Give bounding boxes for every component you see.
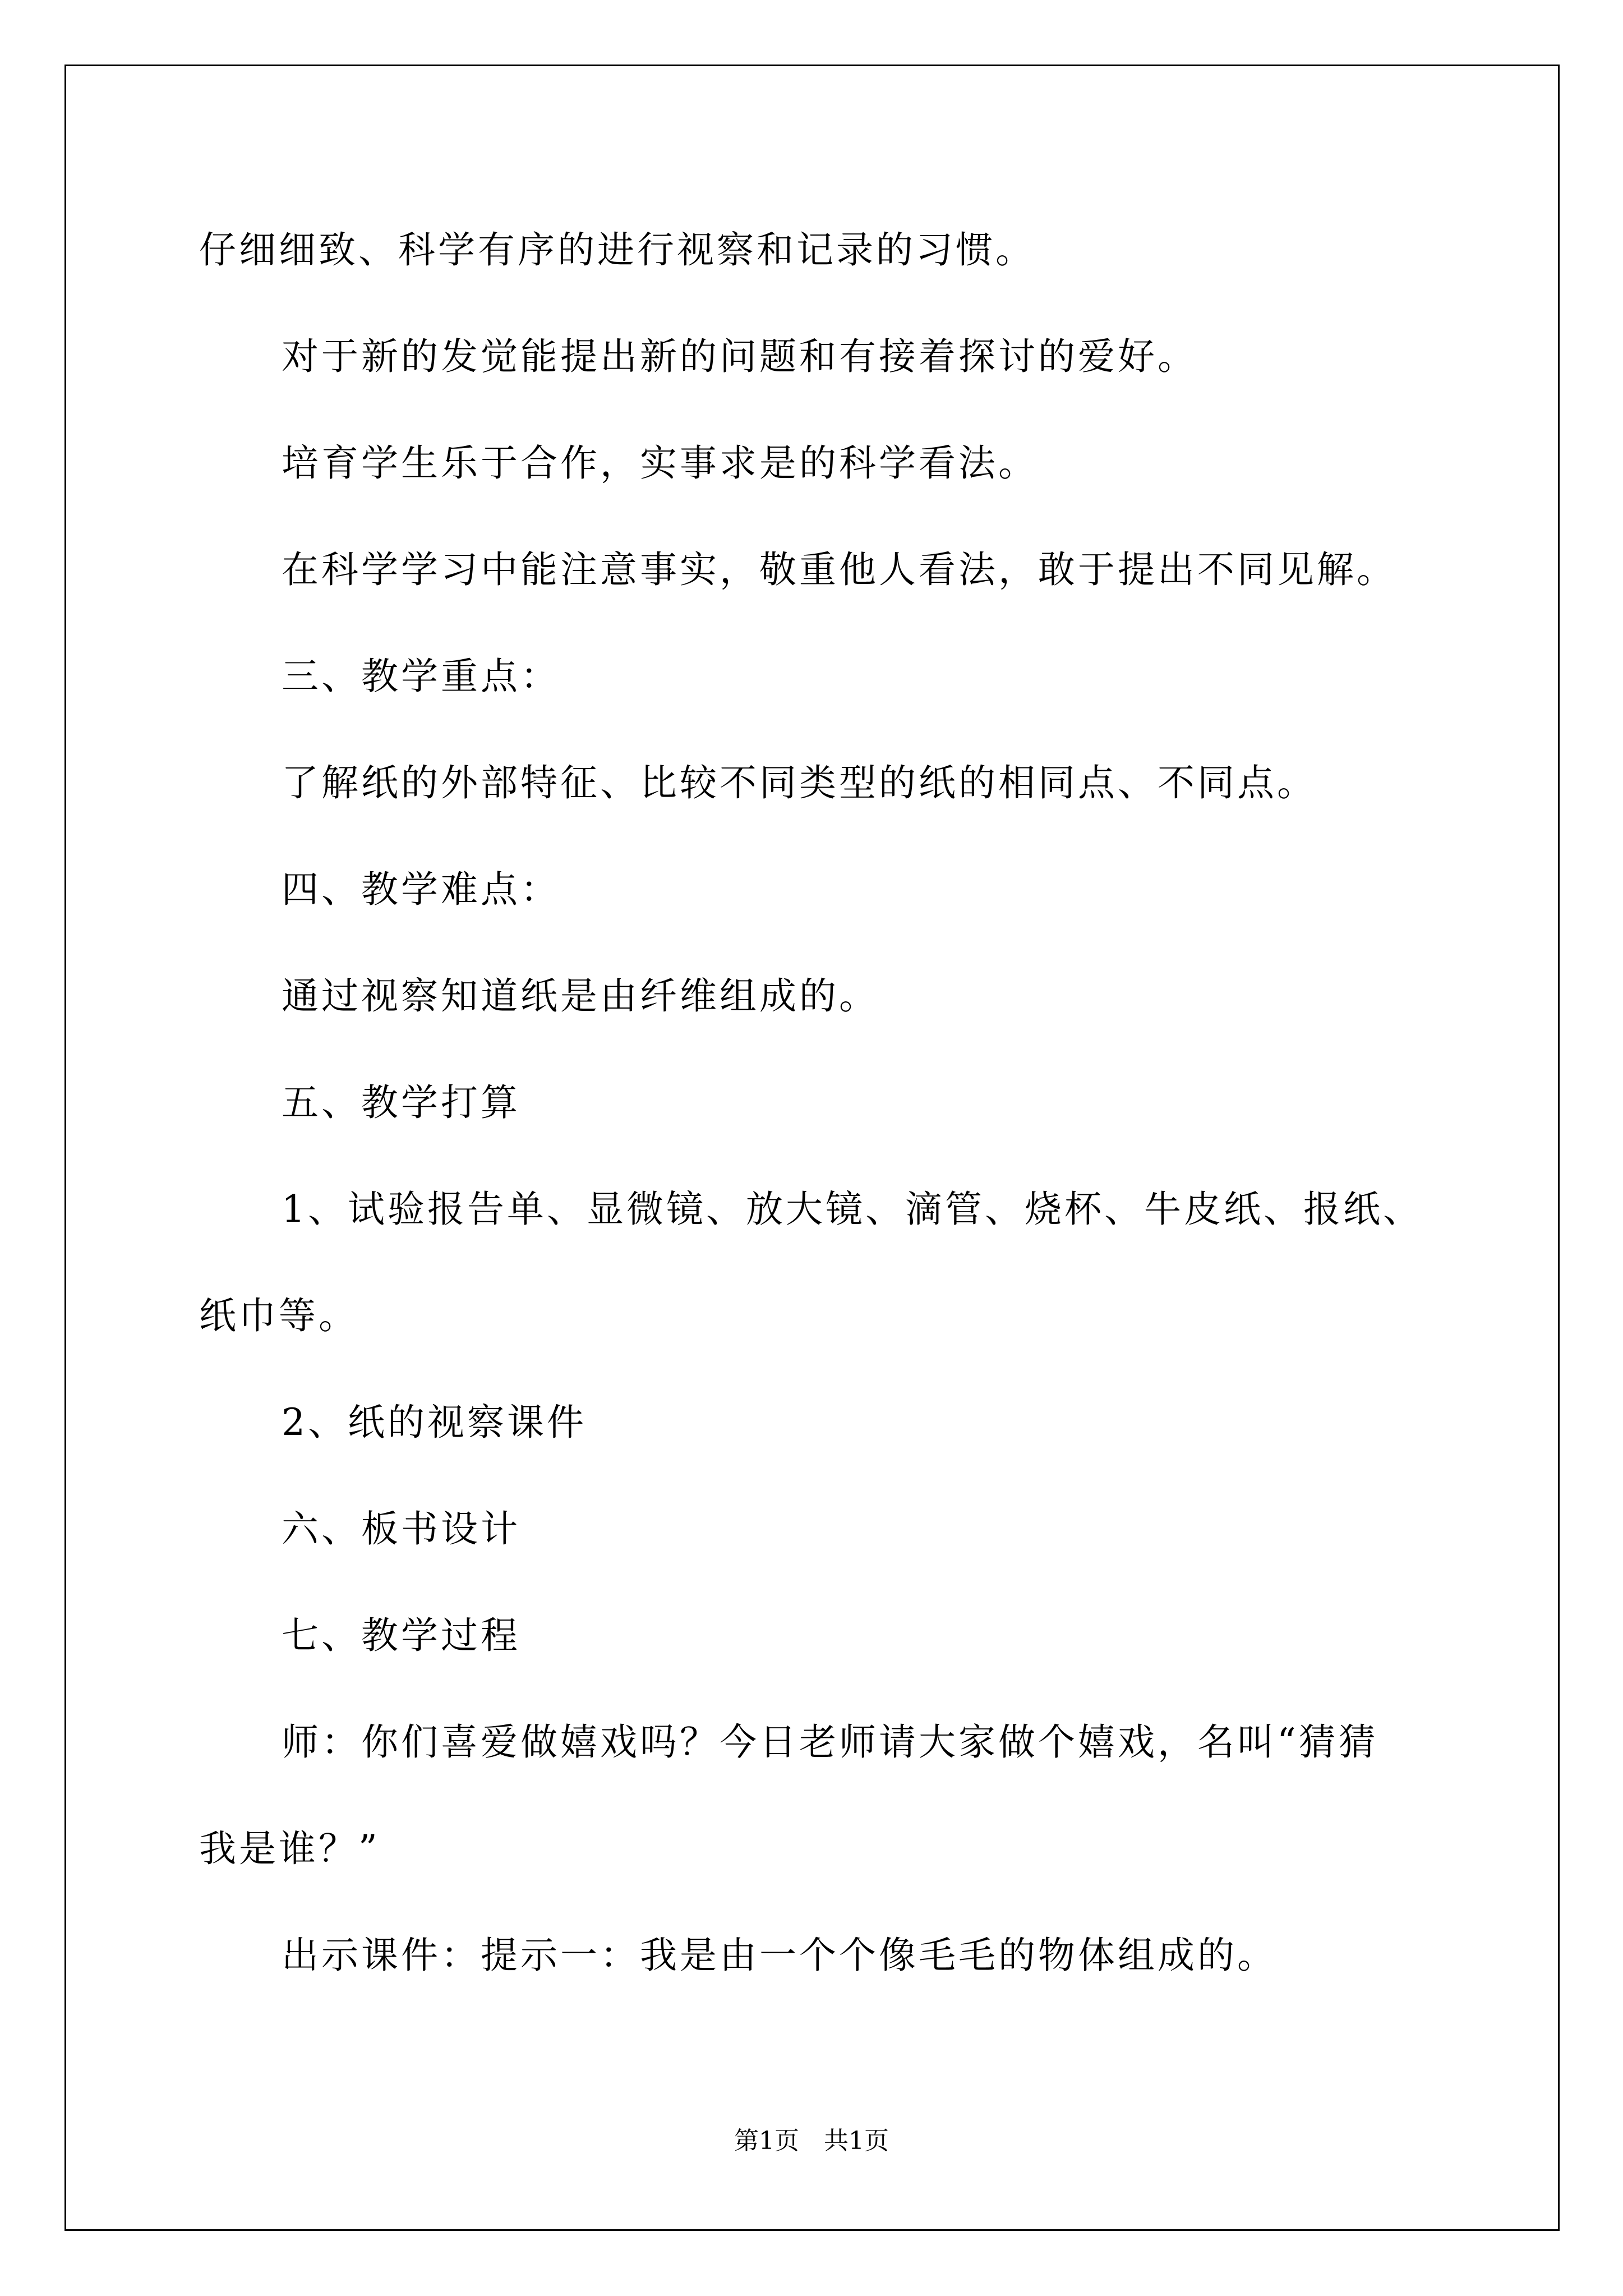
- section-heading-4: 四、教学难点：: [282, 868, 560, 911]
- text-line-1: 仔细细致、科学有序的进行视察和记录的习惯。: [199, 228, 1035, 272]
- text-line-6: 了解纸的外部特征、比较不同类型的纸的相同点、不同点。: [282, 761, 1317, 804]
- text-line-12: 2、纸的视察课件: [282, 1401, 587, 1444]
- text-line-4: 在科学学习中能注意事实，敬重他人看法，敢于提出不同见解。: [282, 548, 1396, 591]
- text-line-10: 1、试验报告单、显微镜、放大镜、滴管、烧杯、牛皮纸、报纸、: [282, 1188, 1423, 1231]
- text-line-2: 对于新的发觉能提出新的问题和有接着探讨的爱好。: [282, 335, 1197, 378]
- section-heading-7: 七、教学过程: [282, 1614, 520, 1657]
- text-line-3: 培育学生乐于合作，实事求是的科学看法。: [282, 441, 1038, 485]
- section-heading-6: 六、板书设计: [282, 1507, 520, 1550]
- page-footer: 第1页 共1页: [734, 2127, 889, 2155]
- text-line-17: 出示课件：提示一：我是由一个个像毛毛的物体组成的。: [282, 1934, 1277, 1977]
- section-heading-3: 三、教学重点：: [282, 655, 560, 698]
- page-border: [64, 65, 1560, 2231]
- section-heading-5: 五、教学打算: [282, 1081, 520, 1124]
- text-line-15: 师：你们喜爱做嬉戏吗？今日老师请大家做个嬉戏，名叫“猜猜: [282, 1720, 1378, 1764]
- text-line-16: 我是谁？”: [199, 1827, 380, 1870]
- text-line-8: 通过视察知道纸是由纤维组成的。: [282, 974, 879, 1018]
- text-line-11: 纸巾等。: [199, 1294, 358, 1337]
